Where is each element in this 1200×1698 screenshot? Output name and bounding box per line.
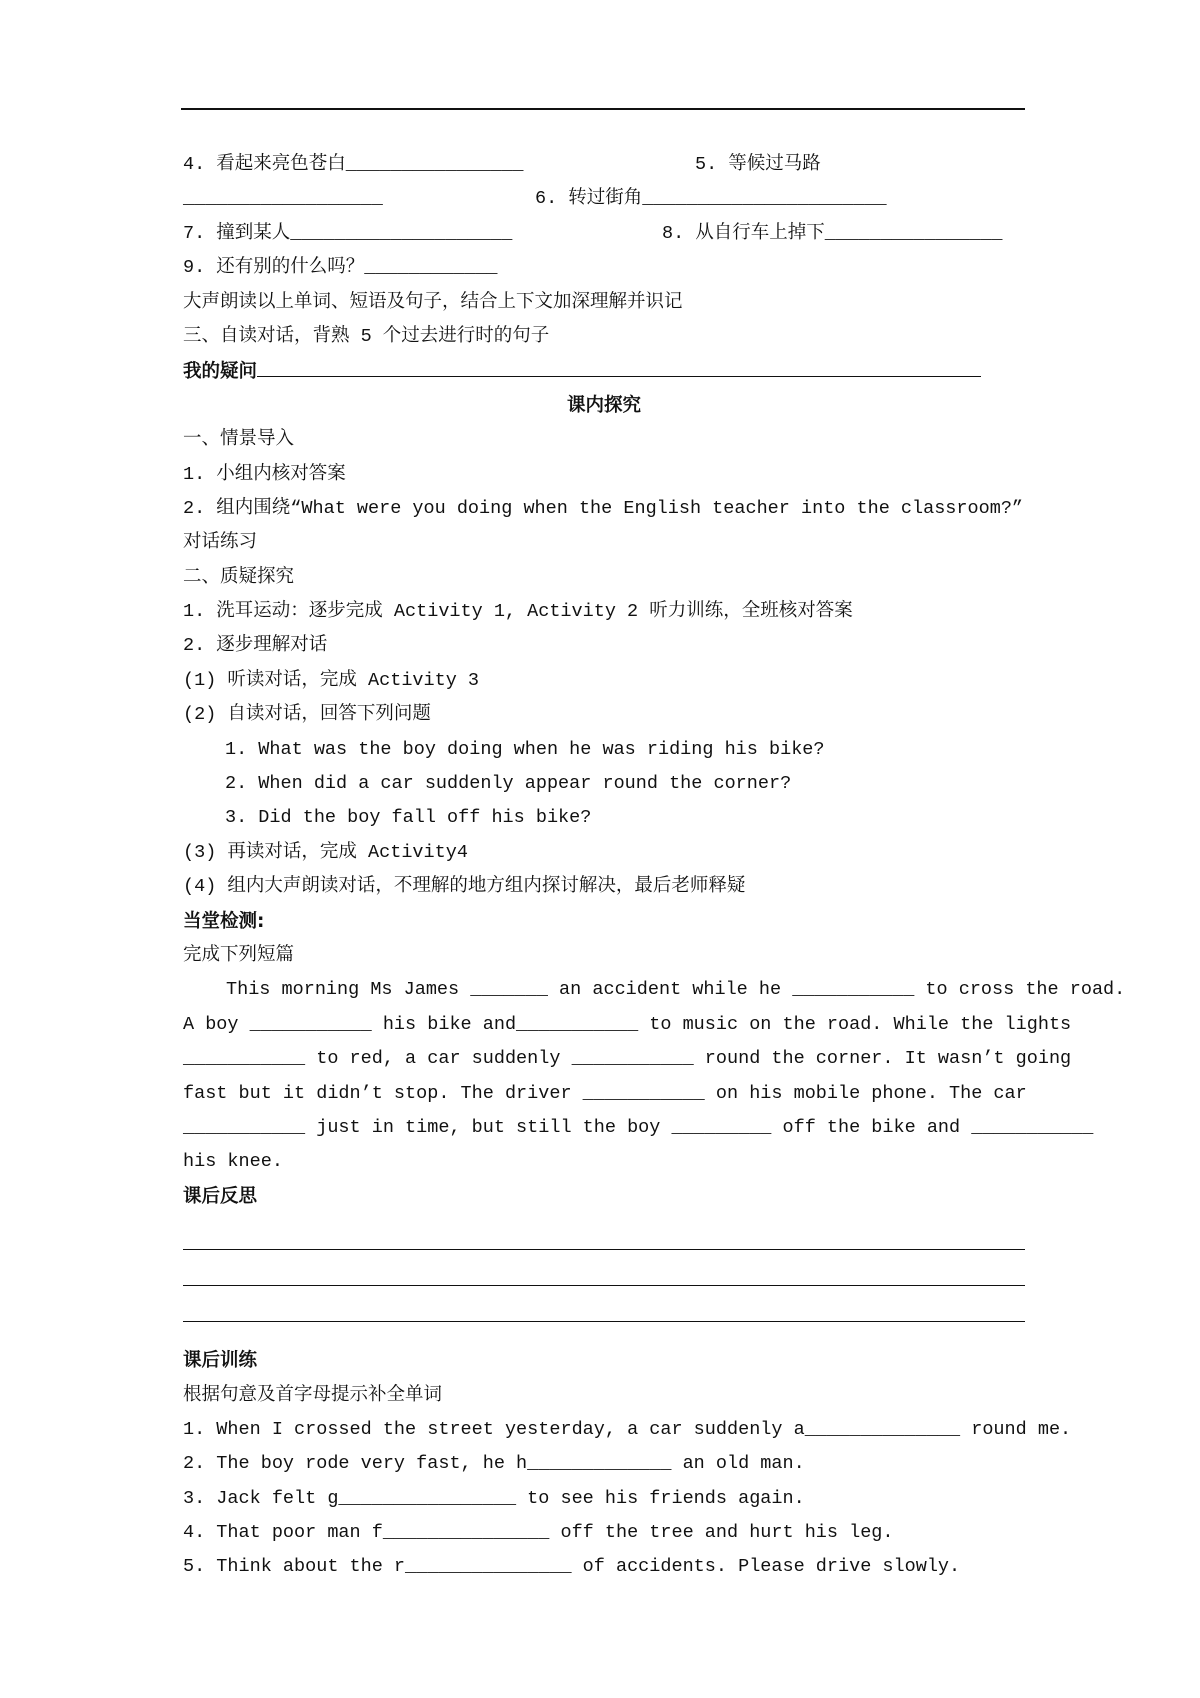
passage-line-4: fast but it didn’t stop. The driver ___________ on his mobile phone. The car — [183, 1082, 1027, 1104]
phrase-row-7-8 — [183, 217, 1025, 251]
question-3: 3. Did the boy fall off his bike? — [225, 807, 592, 829]
inquiry-heading: 二、质疑探究 — [183, 566, 295, 588]
inquiry-step-2: (2) 自读对话，回答下列问题 — [183, 704, 431, 726]
section-title-homework: 课后训练 — [183, 1350, 258, 1372]
my-questions-label: 我的疑问 — [183, 361, 258, 383]
homework-item-2: 2. The boy rode very fast, he h_____________ an old man. — [183, 1453, 805, 1475]
scenario-item-1: 1. 小组内核对答案 — [183, 463, 346, 485]
scenario-item-2: 2. 组内围绕“What were you doing when the English teacher into the classroom?” — [183, 497, 1024, 519]
phrase-item-8: 8. 从自行车上掉下________________ — [662, 222, 1003, 244]
reflection-writing-line — [183, 1214, 1025, 1250]
section-title-reflection: 课后反思 — [183, 1185, 258, 1207]
phrase-row-4-5 — [183, 148, 1025, 182]
section-spacer — [183, 1322, 1025, 1344]
inquiry-step-3: (3) 再读对话，完成 Activity4 — [183, 841, 468, 863]
phrase-item-7: 7. 撞到某人____________________ — [183, 222, 513, 244]
phrase-item-4: 4. 看起来亮色苍白________________ — [183, 154, 524, 175]
homework-item-5: 5. Think about the r_______________ of accidents. Please drive slowly. — [183, 1556, 961, 1578]
inquiry-item-2: 2. 逐步理解对话 — [183, 635, 328, 657]
section-title-check: 当堂检测: — [183, 910, 265, 932]
scenario-intro-heading: 一、情景导入 — [183, 429, 295, 451]
homework-item-3: 3. Jack felt g________________ to see his friends again. — [183, 1487, 805, 1509]
worksheet-content — [183, 148, 1126, 1585]
phrase-item-6: 6. 转过街角______________________ — [535, 188, 887, 210]
homework-item-4: 4. That poor man f_______________ off the tree and hurt his leg. — [183, 1522, 894, 1544]
header-rule — [181, 108, 1025, 110]
passage-line-1: This morning Ms James _______ an accident while he ___________ to cross the road. — [226, 979, 1126, 1001]
question-1: 1. What was the boy doing when he was riding his bike? — [225, 738, 825, 760]
passage-line-2: A boy ___________ his bike and___________ to music on the road. While the lights — [183, 1013, 1072, 1035]
reflection-writing-line — [183, 1250, 1025, 1286]
passage-line-3: ___________ to red, a car suddenly ___________ round the corner. It wasn’t going — [183, 1048, 1072, 1070]
inquiry-step-4: (4) 组内大声朗读对话，不理解的地方组内探讨解决，最后老师释疑 — [183, 876, 746, 898]
phrase-item-5-blank: __________________ — [183, 188, 383, 210]
phrase-row-5b-6 — [183, 182, 1025, 216]
question-2: 2. When did a car suddenly appear round the corner? — [225, 773, 792, 795]
homework-item-1: 1. When I crossed the street yesterday, a car suddenly a______________ round me. — [183, 1418, 1072, 1440]
inquiry-step-1: (1) 听读对话，完成 Activity 3 — [183, 669, 480, 691]
phrase-item-9: 9. 还有别的什么吗？____________ — [183, 257, 498, 279]
inquiry-item-1: 1. 洗耳运动：逐步完成 Activity 1, Activity 2 听力训练，全班核对答案 — [183, 601, 853, 623]
my-questions-blank — [257, 354, 981, 377]
scenario-item-2-continued: 对话练习 — [183, 532, 258, 554]
read-aloud-note: 大声朗读以上单词、短语及句子，结合上下文加深理解并识记 — [183, 291, 683, 313]
passage-line-5: ___________ just in time, but still the boy _________ off the bike and ___________ — [183, 1116, 1094, 1138]
phrase-item-5: 5. 等候过马路 — [695, 154, 821, 175]
homework-instruction: 根据句意及首字母提示补全单词 — [183, 1384, 443, 1406]
check-instruction: 完成下列短篇 — [183, 944, 295, 966]
task-three: 三、自读对话，背熟 5 个过去进行时的句子 — [183, 325, 550, 347]
reflection-writing-line — [183, 1286, 1025, 1322]
section-title-explore: 课内探究 — [566, 394, 641, 416]
passage-line-6: his knee. — [183, 1151, 283, 1173]
my-questions-row — [183, 354, 1025, 388]
